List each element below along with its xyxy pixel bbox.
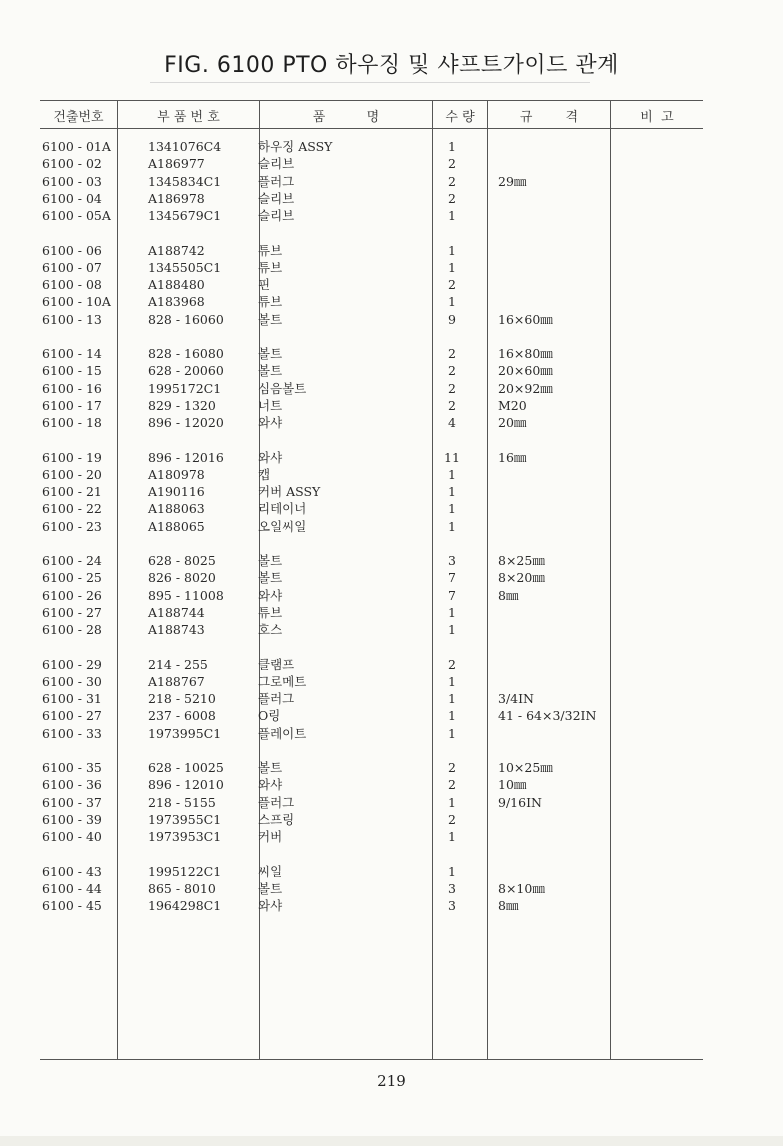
cell-part-number: 896 - 12016 xyxy=(148,449,224,465)
cell-quantity: 1 xyxy=(448,139,456,154)
cell-quantity: 9 xyxy=(448,311,456,327)
cell-figure-number: 6100 - 16 xyxy=(42,380,102,396)
page-title: FIG. 6100 PTO 하우징 및 샤프트가이드 관계 xyxy=(164,53,619,78)
cell-part-name: 볼트 xyxy=(258,363,283,379)
table-row xyxy=(40,656,703,673)
cell-part-number: 1345834C1 xyxy=(148,173,222,189)
cell-quantity: 2 xyxy=(448,811,456,827)
cell-specification: 10㎜ xyxy=(498,777,527,793)
cell-quantity: 1 xyxy=(448,725,456,741)
cell-figure-number: 6100 - 18 xyxy=(42,415,102,430)
cell-quantity: 1 xyxy=(448,242,456,258)
cell-part-name: O링 xyxy=(258,708,281,724)
table-row xyxy=(40,880,703,897)
cell-part-number: 1995122C1 xyxy=(148,863,222,879)
cell-quantity: 1 xyxy=(448,691,456,706)
cell-part-name: 캡 xyxy=(258,466,271,482)
cell-quantity: 1 xyxy=(448,604,456,620)
cell-quantity: 1 xyxy=(448,622,456,637)
cell-quantity: 3 xyxy=(448,898,456,913)
cell-figure-number: 6100 - 06 xyxy=(42,242,102,258)
cell-specification: 16㎜ xyxy=(498,449,527,465)
cell-quantity: 1 xyxy=(448,208,456,223)
cell-figure-number: 6100 - 05A xyxy=(42,208,111,223)
table-row xyxy=(40,759,703,776)
cell-quantity: 2 xyxy=(448,380,456,396)
parts-table xyxy=(40,100,703,1060)
cell-figure-number: 6100 - 07 xyxy=(42,259,102,275)
cell-quantity: 2 xyxy=(448,173,456,189)
cell-part-name: 와샤 xyxy=(258,777,283,793)
table-row xyxy=(40,518,703,535)
table-row xyxy=(40,483,703,500)
table-row xyxy=(40,811,703,828)
cell-specification: 8×20㎜ xyxy=(498,570,545,586)
table-top-rule xyxy=(40,100,703,101)
cell-part-number: A186977 xyxy=(148,156,205,172)
cell-part-name: 볼트 xyxy=(258,553,283,568)
cell-part-number: 1973953C1 xyxy=(148,829,222,844)
header-specification: 규 격 xyxy=(519,110,579,125)
cell-quantity: 2 xyxy=(448,363,456,379)
cell-part-name: 리테이너 xyxy=(258,501,307,517)
cell-specification: 20×60㎜ xyxy=(498,363,553,379)
cell-part-number: 1973955C1 xyxy=(148,811,222,827)
table-row xyxy=(40,380,703,397)
cell-quantity: 1 xyxy=(448,863,456,879)
cell-part-number: 896 - 12010 xyxy=(148,777,224,793)
cell-quantity: 7 xyxy=(448,570,456,586)
cell-part-number: 826 - 8020 xyxy=(148,570,216,586)
cell-figure-number: 6100 - 24 xyxy=(42,553,102,568)
cell-quantity: 2 xyxy=(448,397,456,413)
cell-figure-number: 6100 - 40 xyxy=(42,829,102,844)
cell-quantity: 4 xyxy=(448,415,456,430)
header-quantity: 수 량 xyxy=(445,110,475,125)
cell-part-name: 슬리브 xyxy=(258,190,295,206)
cell-figure-number: 6100 - 10A xyxy=(42,294,111,310)
cell-specification: 41 - 64×3/32IN xyxy=(498,708,597,724)
cell-quantity: 11 xyxy=(444,449,460,465)
cell-specification: 8㎜ xyxy=(498,587,519,603)
cell-figure-number: 6100 - 31 xyxy=(42,691,102,706)
table-row xyxy=(40,397,703,414)
cell-quantity: 2 xyxy=(448,277,456,292)
cell-figure-number: 6100 - 27 xyxy=(42,708,102,724)
cell-part-number: 1964298C1 xyxy=(148,898,222,913)
table-row xyxy=(40,569,703,586)
cell-part-number: A188743 xyxy=(148,622,205,637)
cell-figure-number: 6100 - 43 xyxy=(42,863,102,879)
cell-part-number: A188767 xyxy=(148,673,205,689)
header-part-number: 부 품 번 호 xyxy=(157,110,220,125)
cell-figure-number: 6100 - 44 xyxy=(42,880,102,896)
table-row xyxy=(40,500,703,517)
cell-quantity: 2 xyxy=(448,777,456,793)
cell-figure-number: 6100 - 04 xyxy=(42,190,102,206)
cell-part-number: 218 - 5155 xyxy=(148,794,216,810)
table-row xyxy=(40,155,703,172)
cell-quantity: 3 xyxy=(448,553,456,568)
cell-quantity: 1 xyxy=(448,518,456,534)
group-spacer xyxy=(40,431,703,448)
cell-part-name: 볼트 xyxy=(258,346,283,361)
title-underline xyxy=(150,82,590,83)
cell-part-number: 628 - 20060 xyxy=(148,363,224,379)
cell-part-number: A188742 xyxy=(148,242,205,258)
table-row xyxy=(40,466,703,483)
cell-part-name: 튜브 xyxy=(258,259,283,275)
group-spacer xyxy=(40,638,703,655)
cell-part-number: A183968 xyxy=(148,294,205,310)
cell-quantity: 1 xyxy=(448,259,456,275)
cell-figure-number: 6100 - 17 xyxy=(42,397,102,413)
cell-figure-number: 6100 - 35 xyxy=(42,760,102,775)
cell-part-number: 1345679C1 xyxy=(148,208,222,223)
table-row xyxy=(40,673,703,690)
cell-specification: 10×25㎜ xyxy=(498,760,553,775)
cell-part-number: A190116 xyxy=(148,484,205,499)
cell-specification: 3/4IN xyxy=(498,691,534,706)
cell-part-name: 플러그 xyxy=(258,691,295,706)
cell-figure-number: 6100 - 21 xyxy=(42,484,102,499)
cell-part-number: 896 - 12020 xyxy=(148,415,224,430)
scan-edge xyxy=(0,1136,783,1146)
cell-part-name: 튜브 xyxy=(258,242,283,258)
table-row xyxy=(40,259,703,276)
group-spacer xyxy=(40,224,703,241)
cell-figure-number: 6100 - 02 xyxy=(42,156,102,172)
cell-part-number: 828 - 16080 xyxy=(148,346,224,361)
cell-figure-number: 6100 - 33 xyxy=(42,725,102,741)
table-row xyxy=(40,828,703,845)
table-row xyxy=(40,604,703,621)
cell-part-number: 628 - 8025 xyxy=(148,553,216,568)
cell-figure-number: 6100 - 08 xyxy=(42,277,102,292)
table-row xyxy=(40,449,703,466)
cell-figure-number: 6100 - 03 xyxy=(42,173,102,189)
cell-figure-number: 6100 - 36 xyxy=(42,777,102,793)
table-row xyxy=(40,414,703,431)
cell-quantity: 1 xyxy=(448,829,456,844)
table-row xyxy=(40,173,703,190)
cell-part-name: 호스 xyxy=(258,622,283,637)
cell-figure-number: 6100 - 19 xyxy=(42,449,102,465)
cell-part-name: 심음볼트 xyxy=(258,380,307,396)
cell-part-name: 씨일 xyxy=(258,863,283,879)
cell-part-name: 와샤 xyxy=(258,587,283,603)
table-row xyxy=(40,362,703,379)
table-row xyxy=(40,690,703,707)
cell-part-name: 핀 xyxy=(258,277,271,292)
table-row xyxy=(40,293,703,310)
cell-quantity: 1 xyxy=(448,466,456,482)
cell-part-number: 865 - 8010 xyxy=(148,880,216,896)
cell-part-name: 커버 ASSY xyxy=(258,484,321,499)
cell-part-number: 828 - 16060 xyxy=(148,311,224,327)
table-row xyxy=(40,725,703,742)
cell-part-name: 튜브 xyxy=(258,604,283,620)
cell-part-number: 895 - 11008 xyxy=(148,587,224,603)
table-row xyxy=(40,707,703,724)
cell-figure-number: 6100 - 01A xyxy=(42,139,111,154)
cell-part-number: 237 - 6008 xyxy=(148,708,216,724)
cell-part-name: 볼트 xyxy=(258,760,283,775)
cell-figure-number: 6100 - 22 xyxy=(42,501,102,517)
table-row xyxy=(40,276,703,293)
cell-quantity: 7 xyxy=(448,587,456,603)
cell-figure-number: 6100 - 13 xyxy=(42,311,102,327)
group-spacer xyxy=(40,328,703,345)
cell-part-name: 너트 xyxy=(258,397,283,413)
cell-figure-number: 6100 - 15 xyxy=(42,363,102,379)
cell-part-name: 스프링 xyxy=(258,811,295,827)
table-row xyxy=(40,587,703,604)
cell-part-name: 와샤 xyxy=(258,898,283,913)
table-row xyxy=(40,207,703,224)
cell-part-name: 볼트 xyxy=(258,570,283,586)
cell-quantity: 1 xyxy=(448,708,456,724)
cell-quantity: 1 xyxy=(448,294,456,310)
page-number: 219 xyxy=(377,1072,406,1090)
cell-specification: 8㎜ xyxy=(498,898,519,913)
cell-specification: 20×92㎜ xyxy=(498,380,553,396)
cell-figure-number: 6100 - 28 xyxy=(42,622,102,637)
cell-figure-number: 6100 - 20 xyxy=(42,466,102,482)
cell-quantity: 3 xyxy=(448,880,456,896)
cell-specification: 16×80㎜ xyxy=(498,346,553,361)
cell-quantity: 2 xyxy=(448,190,456,206)
table-row xyxy=(40,190,703,207)
cell-part-number: A180978 xyxy=(148,466,205,482)
cell-quantity: 1 xyxy=(448,673,456,689)
table-row xyxy=(40,552,703,569)
cell-part-number: A188063 xyxy=(148,501,205,517)
cell-figure-number: 6100 - 27 xyxy=(42,604,102,620)
cell-specification: 29㎜ xyxy=(498,173,527,189)
table-row xyxy=(40,897,703,914)
group-spacer xyxy=(40,845,703,862)
cell-part-name: 와샤 xyxy=(258,415,283,430)
cell-part-name: 클램프 xyxy=(258,656,295,672)
cell-specification: 16×60㎜ xyxy=(498,311,553,327)
cell-part-name: 그로메트 xyxy=(258,673,307,689)
cell-part-name: 오일씨일 xyxy=(258,518,307,534)
cell-part-name: 커버 xyxy=(258,829,283,844)
cell-part-name: 슬리브 xyxy=(258,208,295,223)
cell-part-number: 1973995C1 xyxy=(148,725,222,741)
cell-part-number: 218 - 5210 xyxy=(148,691,216,706)
cell-part-number: 628 - 10025 xyxy=(148,760,224,775)
table-row xyxy=(40,311,703,328)
cell-figure-number: 6100 - 23 xyxy=(42,518,102,534)
cell-part-name: 튜브 xyxy=(258,294,283,310)
cell-specification: 9/16IN xyxy=(498,794,542,810)
cell-part-number: 1345505C1 xyxy=(148,259,222,275)
table-row xyxy=(40,242,703,259)
header-part-name: 품 명 xyxy=(312,110,380,125)
cell-part-number: A186978 xyxy=(148,190,205,206)
cell-quantity: 2 xyxy=(448,656,456,672)
cell-part-number: 214 - 255 xyxy=(148,656,208,672)
cell-specification: 8×10㎜ xyxy=(498,880,545,896)
group-spacer xyxy=(40,742,703,759)
table-row xyxy=(40,776,703,793)
cell-figure-number: 6100 - 30 xyxy=(42,673,102,689)
cell-part-number: 1341076C4 xyxy=(148,139,222,154)
cell-part-name: 하우징 ASSY xyxy=(258,139,333,154)
cell-figure-number: 6100 - 29 xyxy=(42,656,102,672)
cell-specification: 20㎜ xyxy=(498,415,527,430)
table-row xyxy=(40,621,703,638)
cell-figure-number: 6100 - 26 xyxy=(42,587,102,603)
cell-part-number: A188065 xyxy=(148,518,205,534)
cell-part-name: 슬리브 xyxy=(258,156,295,172)
cell-part-number: A188480 xyxy=(148,277,205,292)
table-row xyxy=(40,138,703,155)
table-row xyxy=(40,345,703,362)
cell-quantity: 2 xyxy=(448,760,456,775)
cell-quantity: 1 xyxy=(448,501,456,517)
cell-quantity: 2 xyxy=(448,346,456,361)
cell-figure-number: 6100 - 39 xyxy=(42,811,102,827)
cell-part-name: 와샤 xyxy=(258,449,283,465)
cell-specification: 8×25㎜ xyxy=(498,553,545,568)
cell-figure-number: 6100 - 14 xyxy=(42,346,102,361)
cell-part-name: 플레이트 xyxy=(258,725,307,741)
table-row xyxy=(40,863,703,880)
cell-part-number: 1995172C1 xyxy=(148,380,222,396)
table-bottom-rule xyxy=(40,1059,703,1060)
cell-quantity: 1 xyxy=(448,484,456,499)
cell-quantity: 2 xyxy=(448,156,456,172)
header-no: 건출번호 xyxy=(53,110,104,125)
header-bottom-rule xyxy=(40,128,703,129)
header-remarks: 비 고 xyxy=(640,110,674,125)
cell-part-number: A188744 xyxy=(148,604,205,620)
cell-part-number: 829 - 1320 xyxy=(148,397,216,413)
cell-part-name: 플러그 xyxy=(258,794,295,810)
cell-figure-number: 6100 - 25 xyxy=(42,570,102,586)
cell-specification: M20 xyxy=(498,397,527,413)
cell-part-name: 플러그 xyxy=(258,173,295,189)
cell-figure-number: 6100 - 37 xyxy=(42,794,102,810)
cell-figure-number: 6100 - 45 xyxy=(42,898,102,913)
table-row xyxy=(40,794,703,811)
cell-part-name: 볼트 xyxy=(258,880,283,896)
cell-part-name: 볼트 xyxy=(258,311,283,327)
group-spacer xyxy=(40,535,703,552)
table-body xyxy=(40,138,703,914)
cell-quantity: 1 xyxy=(448,794,456,810)
